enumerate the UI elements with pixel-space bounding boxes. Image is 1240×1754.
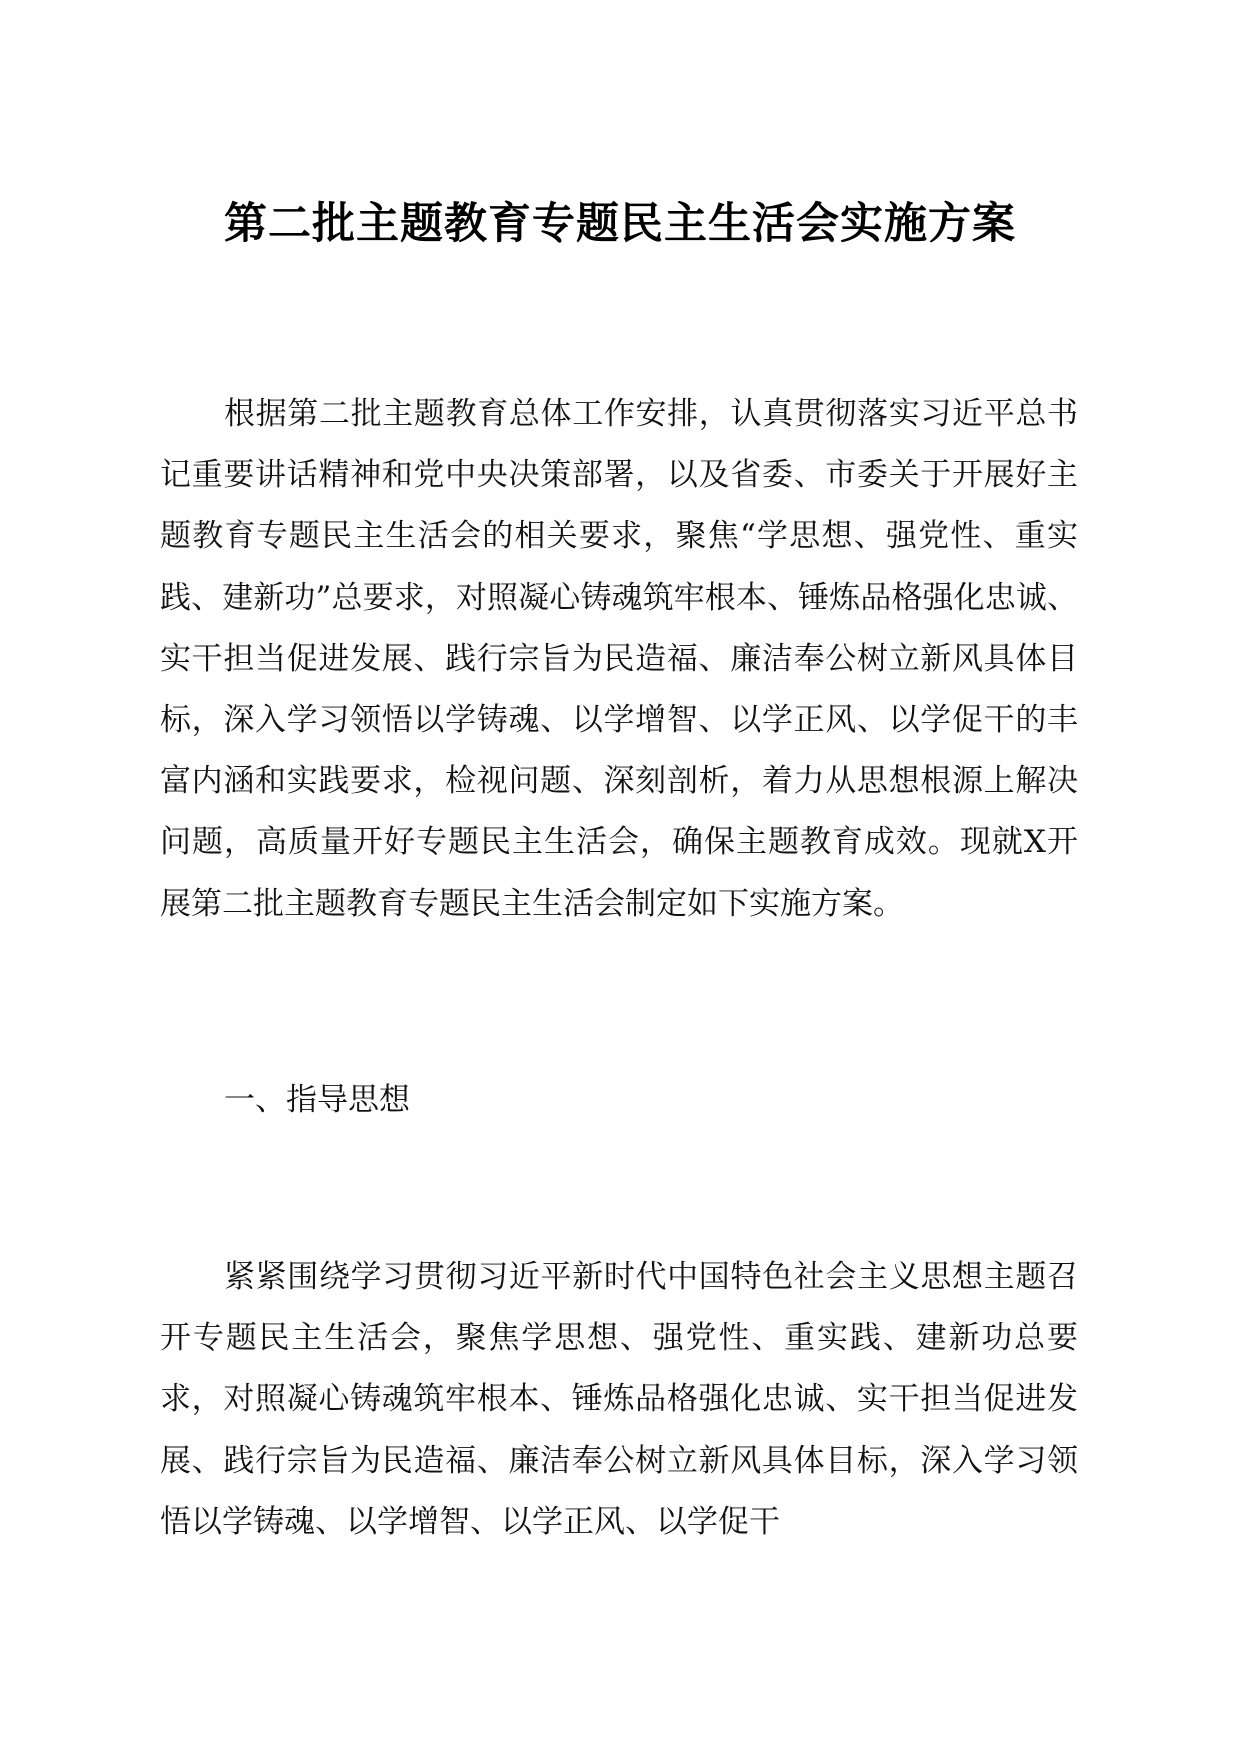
document-title: 第二批主题教育专题民主生活会实施方案 — [224, 199, 1016, 249]
section-heading: 一、指导思想 — [224, 1082, 410, 1118]
intro-paragraph: 根据第二批主题教育总体工作安排，认真贯彻落实习近平总书记重要讲话精神和党中央决策部署，以及省委、市委关于开展好主题教育专题民主生活会的相关要求，聚焦“学思想、强党性、重实践、建新功”总要求，对照凝心铸魂筑牢根本、锤炼品格强化忠诚、实干担当促进发展、践行宗旨为民造福、廉洁奉公树立新风具体目标，深入学习领悟以学铸魂、以学增智、以学正风、以学促干的丰富内涵和实践要求，检视问题、深刻剖析，着力从思想根源上解决问题，高质量开好专题民主生活会，确保主题教育成效。现就X开展第二批主题教育专题民主生活会制定如下实施方案。 — [160, 396, 1078, 922]
section-paragraph: 紧紧围绕学习贯彻习近平新时代中国特色社会主义思想主题召开专题民主生活会，聚焦学思想、强党性、重实践、建新功总要求，对照凝心铸魂筑牢根本、锤炼品格强化忠诚、实干担当促进发展、践行宗旨为民造福、廉洁奉公树立新风具体目标，深入学习领悟以学铸魂、以学增智、以学正风、以学促干 — [160, 1259, 1078, 1540]
